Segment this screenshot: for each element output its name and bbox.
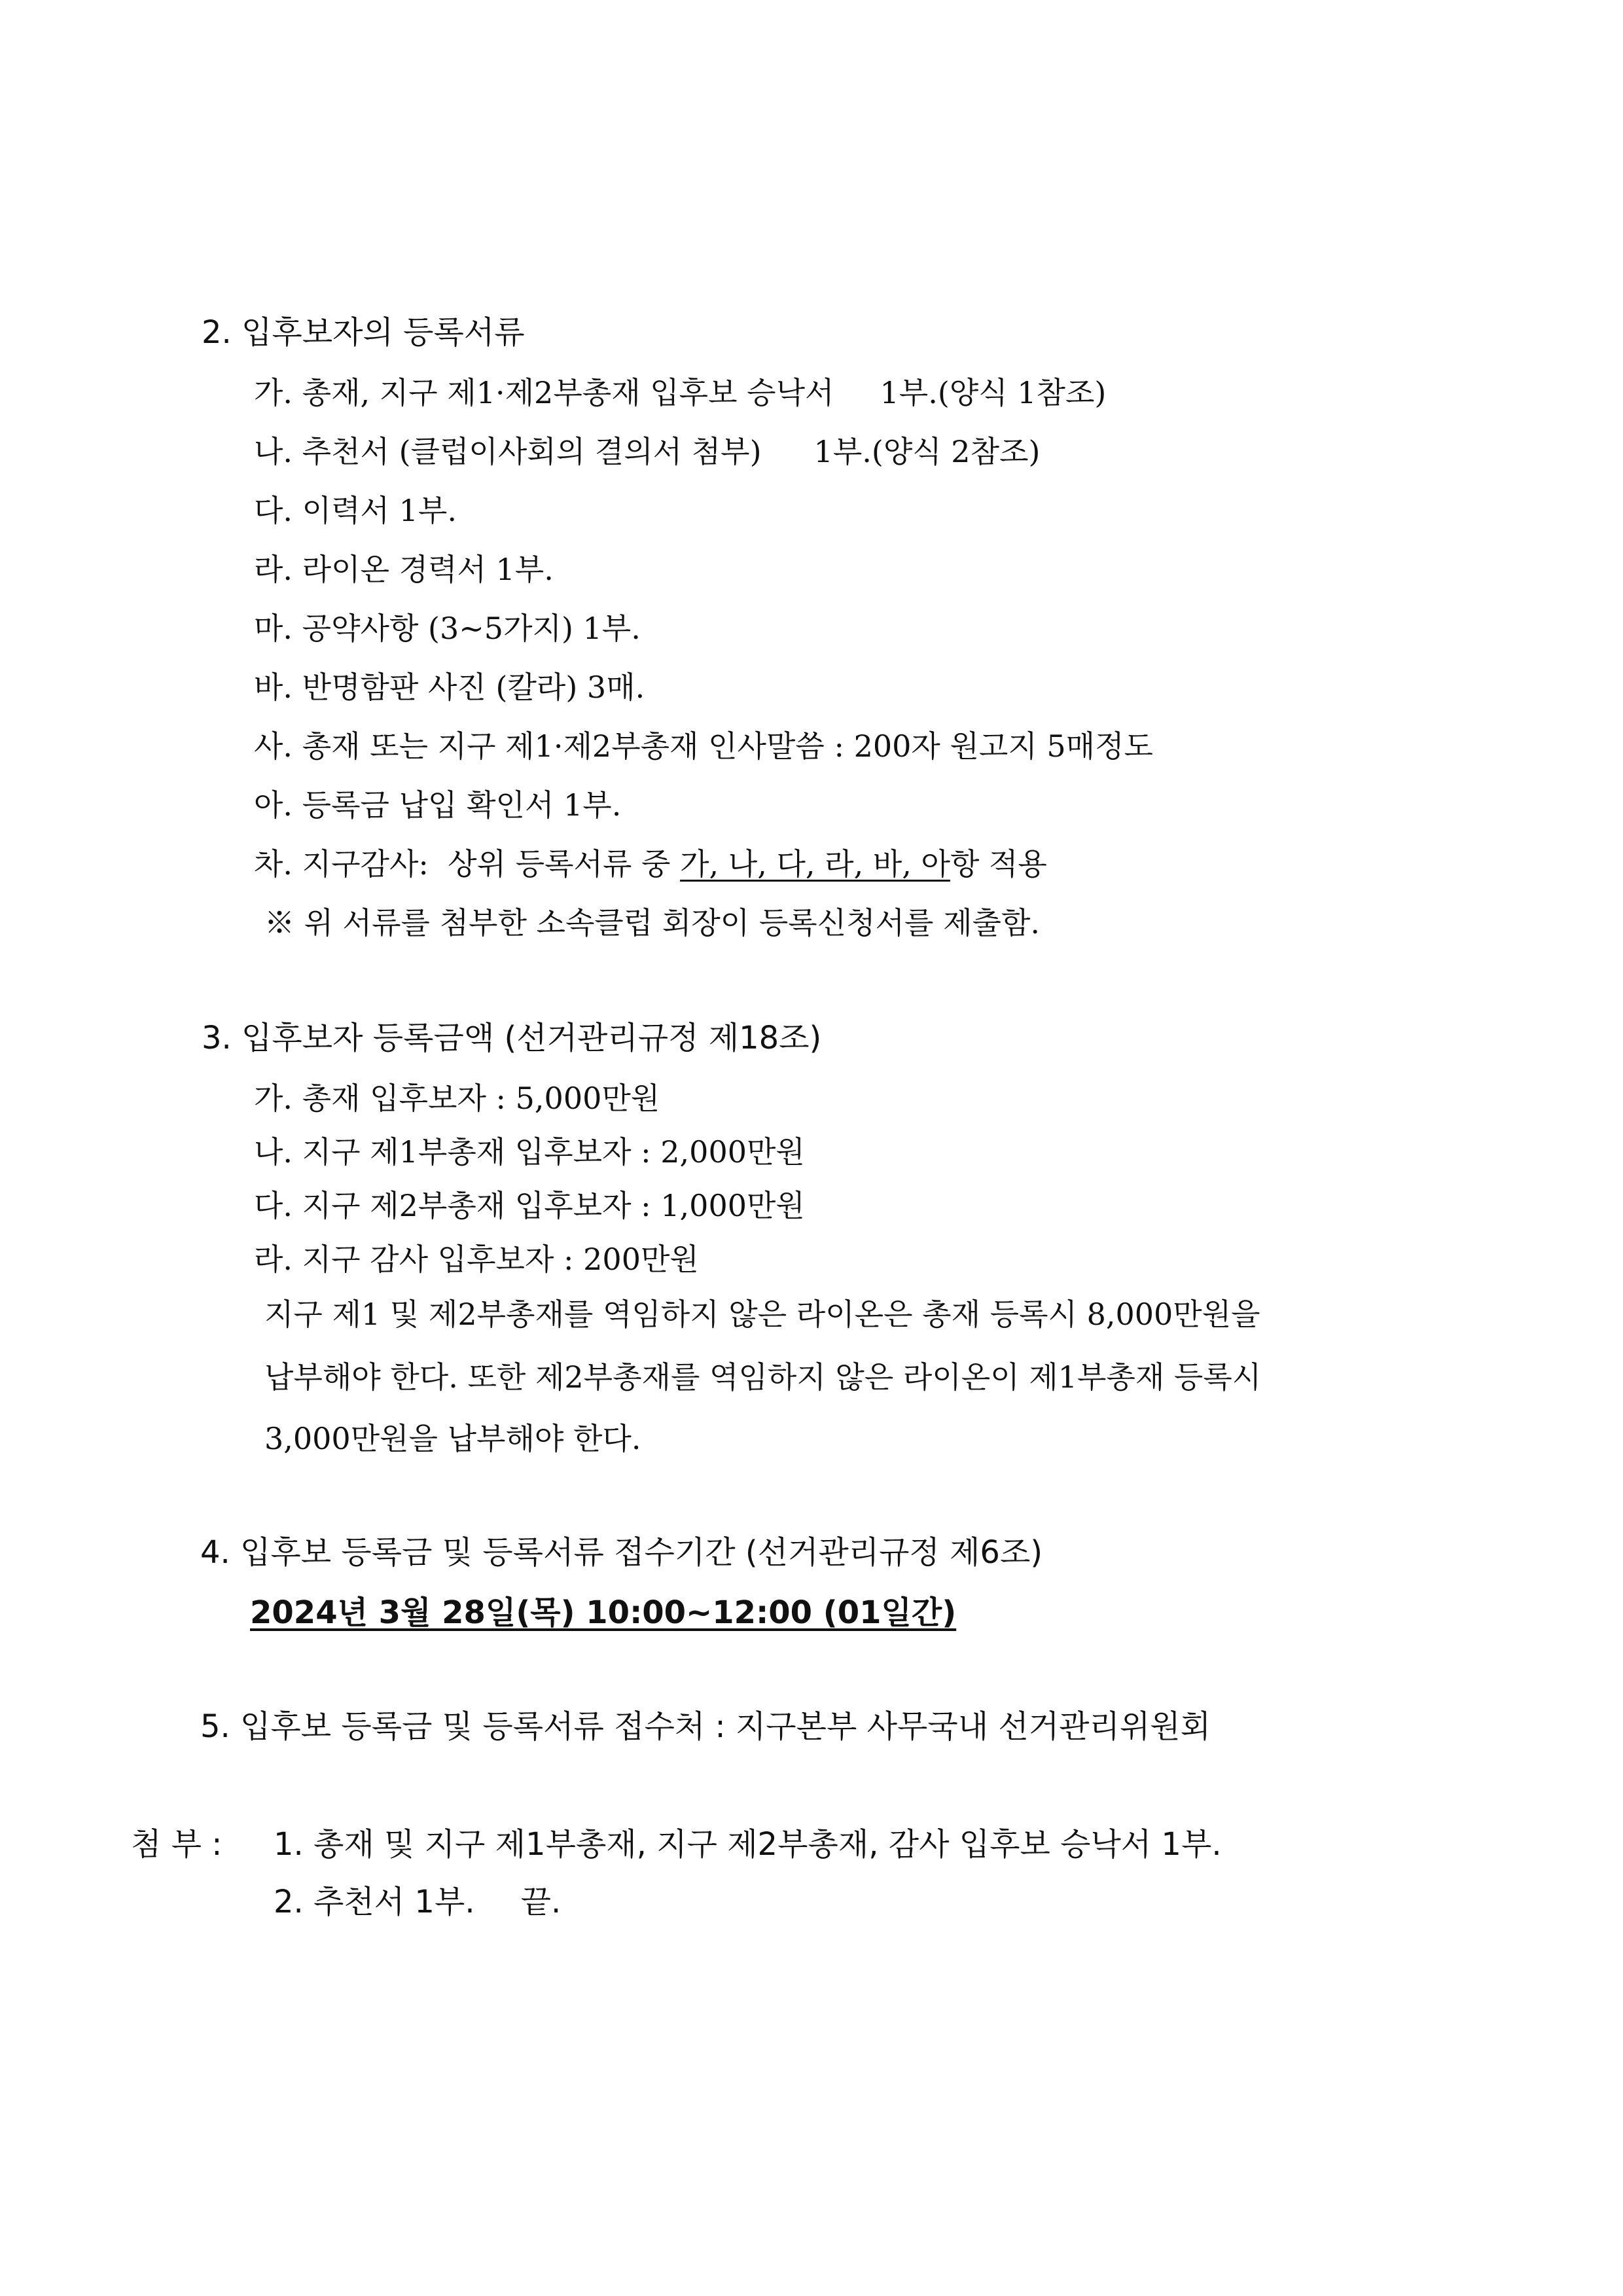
audit-prefix: 차. 지구감사: 상위 등록서류 중 xyxy=(254,846,681,882)
section-2-item-ma: 마. 공약사항 (3~5가지) 1부. xyxy=(254,611,641,646)
section-2-item-na-text: 나. 추천서 (클럽이사회의 결의서 첨부) xyxy=(254,434,762,469)
section-2-item-ga xyxy=(254,373,1106,412)
section-2-title: 2. 입후보자의 등록서류 xyxy=(202,314,525,351)
section-2-item-a: 아. 등록금 납입 확인서 1부. xyxy=(254,787,622,823)
section-4-title: 4. 입후보 등록금 및 등록서류 접수기간 (선거관리규정 제6조) xyxy=(200,1534,1043,1571)
attachment-item-2-text: 2. 추천서 1부. xyxy=(274,1884,475,1920)
section-2-item-na xyxy=(254,432,1040,471)
audit-suffix: 항 적용 xyxy=(950,846,1047,882)
section-3-note-line-1: 지구 제1 및 제2부총재를 역임하지 않은 라이온은 총재 등록시 8,000만원을 xyxy=(264,1297,1260,1332)
section-2-item-ga-count: 1부.(양식 1참조) xyxy=(880,375,1107,410)
section-3-item-na: 나. 지구 제1부총재 입후보자 : 2,000만원 xyxy=(254,1134,805,1170)
attachment-item-1: 1. 총재 및 지구 제1부총재, 지구 제2부총재, 감사 입후보 승낙서 1부. xyxy=(274,1826,1222,1863)
section-3-title: 3. 입후보자 등록금액 (선거관리규정 제18조) xyxy=(202,1020,822,1056)
section-2-note: ※ 위 서류를 첨부한 소속클럽 회장이 등록신청서를 제출함. xyxy=(264,905,1041,941)
section-5-title: 5. 입후보 등록금 및 등록서류 접수처 : 지구본부 사무국내 선거관리위원회 xyxy=(200,1708,1211,1745)
section-2-item-na-count: 1부.(양식 2참조) xyxy=(813,434,1041,469)
section-2-item-da: 다. 이력서 1부. xyxy=(254,493,457,528)
section-2-item-ga-text: 가. 총재, 지구 제1·제2부총재 입후보 승낙서 xyxy=(254,375,834,410)
attachment-item-2 xyxy=(274,1882,561,1922)
section-2-item-ba: 바. 반명함판 사진 (칼라) 3매. xyxy=(254,670,645,705)
audit-underlined-items: 가, 나, 다, 라, 바, 아 xyxy=(680,846,950,882)
section-3-note-line-3: 3,000만원을 납부해야 한다. xyxy=(264,1421,641,1456)
section-2-item-ra: 라. 라이온 경력서 1부. xyxy=(254,552,554,587)
section-3-item-da: 다. 지구 제2부총재 입후보자 : 1,000만원 xyxy=(254,1188,805,1223)
section-3-item-ga: 가. 총재 입후보자 : 5,000만원 xyxy=(254,1081,660,1116)
attachments-label: 첨 부 : xyxy=(131,1826,223,1863)
end-mark: 끝. xyxy=(520,1884,562,1920)
section-3-item-ra: 라. 지구 감사 입후보자 : 200만원 xyxy=(254,1242,699,1277)
section-4-date: 2024년 3월 28일(목) 10:00~12:00 (01일간) xyxy=(250,1594,957,1631)
section-3-note-line-2: 납부해야 한다. 또한 제2부총재를 역임하지 않은 라이온이 제1부총재 등록시 xyxy=(264,1359,1262,1395)
section-2-item-sa: 사. 총재 또는 지구 제1·제2부총재 인사말씀 : 200자 원고지 5매정도 xyxy=(254,728,1153,764)
section-2-item-cha xyxy=(254,844,1047,884)
